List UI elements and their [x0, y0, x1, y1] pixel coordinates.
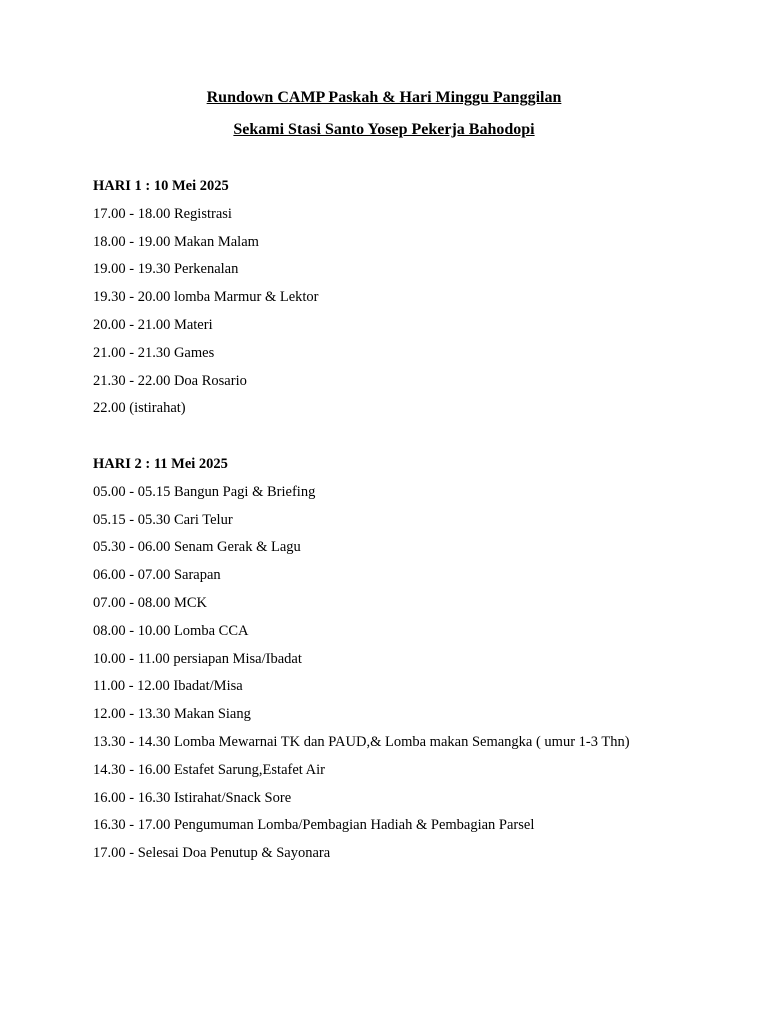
- schedule-item: 05.30 - 06.00 Senam Gerak & Lagu: [93, 539, 301, 556]
- schedule-item: 14.30 - 16.00 Estafet Sarung,Estafet Air: [93, 761, 325, 778]
- document-title: Rundown CAMP Paskah & Hari Minggu Panggilan: [206, 89, 562, 106]
- day-1-heading: HARI 1 : 10 Mei 2025: [93, 178, 229, 194]
- document-subtitle: Sekami Stasi Santo Yosep Pekerja Bahodopi: [233, 121, 535, 138]
- schedule-item: 06.00 - 07.00 Sarapan: [93, 567, 221, 584]
- schedule-item: 12.00 - 13.30 Makan Siang: [93, 706, 251, 723]
- rundown-content: [93, 176, 743, 871]
- schedule-item: 19.00 - 19.30 Perkenalan: [93, 261, 239, 278]
- schedule-item: 13.30 - 14.30 Lomba Mewarnai TK dan PAUD,& Lomba makan Semangka ( umur 1-3 Thn): [93, 733, 630, 750]
- schedule-item: 22.00 (istirahat): [93, 400, 186, 417]
- schedule-item: 10.00 - 11.00 persiapan Misa/Ibadat: [93, 650, 302, 667]
- schedule-item: 19.30 - 20.00 lomba Marmur & Lektor: [93, 289, 319, 306]
- schedule-item: 20.00 - 21.00 Materi: [93, 316, 213, 333]
- schedule-item: 05.15 - 05.30 Cari Telur: [93, 511, 233, 528]
- schedule-item: 17.00 - 18.00 Registrasi: [93, 205, 232, 222]
- schedule-item: 21.30 - 22.00 Doa Rosario: [93, 372, 247, 389]
- schedule-item: 17.00 - Selesai Doa Penutup & Sayonara: [93, 845, 331, 862]
- schedule-item: 21.00 - 21.30 Games: [93, 344, 215, 361]
- schedule-item: 11.00 - 12.00 Ibadat/Misa: [93, 678, 243, 695]
- schedule-item: 08.00 - 10.00 Lomba CCA: [93, 622, 249, 639]
- schedule-item: 18.00 - 19.00 Makan Malam: [93, 233, 259, 250]
- schedule-item: 16.00 - 16.30 Istirahat/Snack Sore: [93, 789, 292, 806]
- schedule-item: 05.00 - 05.15 Bangun Pagi & Briefing: [93, 483, 316, 500]
- schedule-item: 07.00 - 08.00 MCK: [93, 594, 207, 611]
- day-2-heading: HARI 2 : 11 Mei 2025: [93, 455, 228, 472]
- section-spacer: [93, 426, 743, 454]
- schedule-item: 16.30 - 17.00 Pengumuman Lomba/Pembagian Hadiah & Pembagian Parsel: [93, 817, 535, 834]
